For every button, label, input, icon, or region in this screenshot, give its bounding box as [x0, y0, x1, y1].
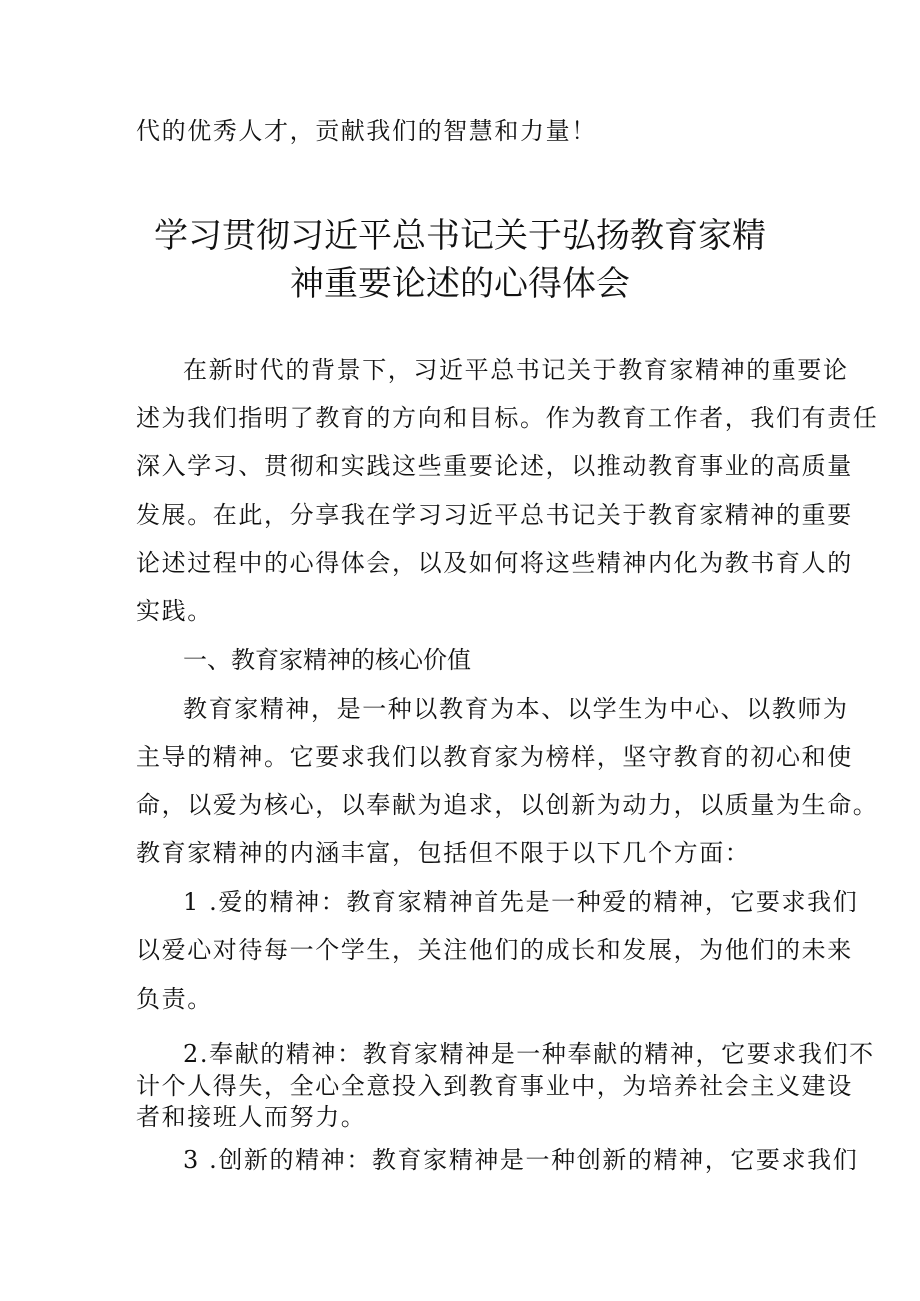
carryover-text-line: 代的优秀人才，贡献我们的智慧和力量！	[136, 117, 597, 145]
core-paragraph-line: 主导的精神。它要求我们以教育家为榜样，坚守教育的初心和使	[136, 743, 853, 771]
document-title-line-1: 学习贯彻习近平总书记关于弘扬教育家精	[154, 216, 766, 256]
intro-paragraph-line: 述为我们指明了教育的方向和目标。作为教育工作者，我们有责任	[136, 404, 879, 432]
list-item-love-line: 负责。	[136, 985, 213, 1013]
core-paragraph-line: 教育家精神的内涵丰富，包括但不限于以下几个方面：	[136, 839, 751, 867]
intro-paragraph-line: 论述过程中的心得体会，以及如何将这些精神内化为教书育人的	[136, 549, 853, 577]
list-item-love-line: 1 .爱的精神：教育家精神首先是一种爱的精神，它要求我们	[183, 888, 859, 916]
intro-paragraph-line: 在新时代的背景下，习近平总书记关于教育家精神的重要论	[183, 356, 849, 384]
core-paragraph-line: 教育家精神，是一种以教育为本、以学生为中心、以教师为	[183, 695, 849, 723]
document-title-line-2: 神重要论述的心得体会	[290, 264, 630, 304]
list-item-love-line: 以爱心对待每一个学生，关注他们的成长和发展，为他们的未来	[136, 936, 853, 964]
list-item-dedication-line: 计个人得失，全心全意投入到教育事业中，为培养社会主义建设	[136, 1072, 853, 1100]
intro-paragraph-line: 实践。	[136, 597, 213, 625]
list-item-dedication-line: 2.奉献的精神：教育家精神是一种奉献的精神，它要求我们不	[183, 1040, 875, 1068]
section-heading: 一、教育家精神的核心价值	[183, 646, 471, 674]
intro-paragraph-line: 深入学习、贯彻和实践这些重要论述，以推动教育事业的高质量	[136, 452, 853, 480]
intro-paragraph-line: 发展。在此，分享我在学习习近平总书记关于教育家精神的重要	[136, 501, 853, 529]
core-paragraph-line: 命，以爱为核心，以奉献为追求，以创新为动力，以质量为生命。	[136, 791, 879, 819]
list-item-dedication-line: 者和接班人而努力。	[136, 1103, 367, 1131]
list-item-innovation-line: 3 .创新的精神：教育家精神是一种创新的精神，它要求我们	[183, 1146, 859, 1174]
